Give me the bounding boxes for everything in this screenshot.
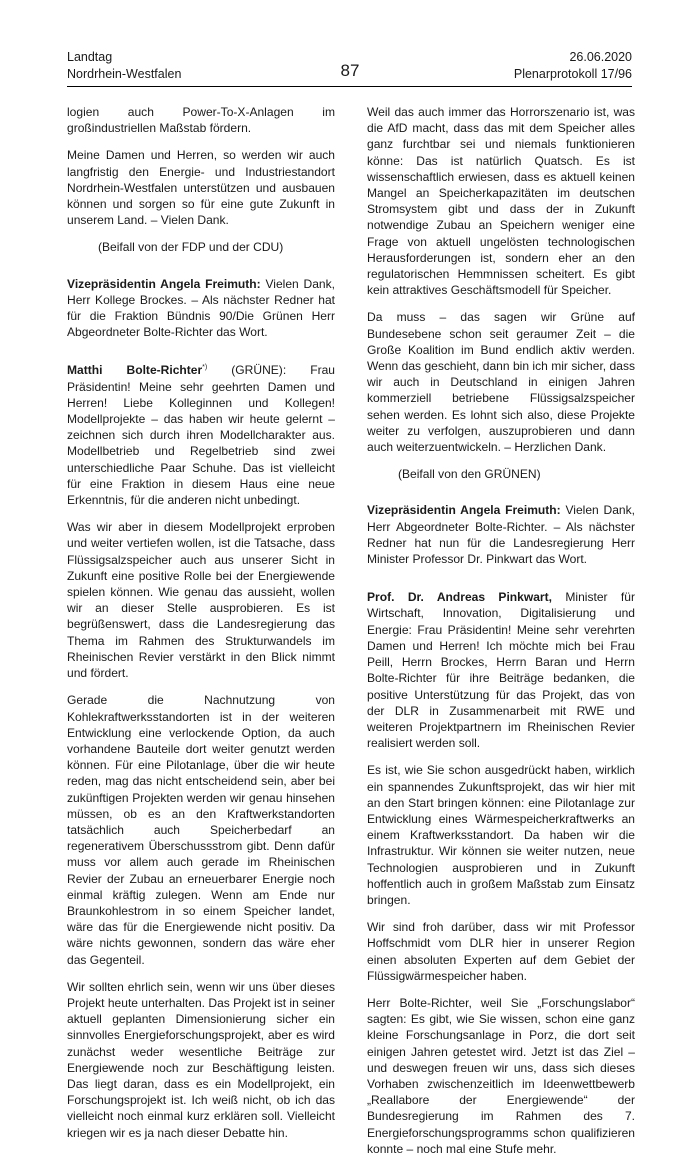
left-column (67, 104, 335, 1152)
speaker-paragraph (367, 589, 635, 751)
header-rule (67, 86, 632, 87)
state-name: Nordrhein-Westfalen (67, 67, 182, 81)
paragraph: logien auch Power-To-X-Anlagen im großindustriellen Maßstab fördern. (67, 105, 335, 136)
speech-text: Vielen Dank, Herr Kollege Brockes. – Als nächster Redner hat für die Fraktion Bündnis 90/Die Grünen Herr Abgeordneter Bolte-Richter das Wort. (67, 276, 335, 340)
paragraph: Was wir aber in diesem Modellprojekt erproben und weiter vertiefen wollen, ist die Tatsache, dass Flüssigsalzspeicher auch aus unserer Sicht in Zukunft eine positive Rolle bei der Energiewende spielen können. Wie genau das aussieht, wollen wir an dieser Stelle ausprobieren. Es ist begrüßenswert, dass die Landesregierung das Thema im Rahmen des Strukturwandels im Rheinischen Revier verstärkt in den Blick nimmt und fördert. (67, 520, 335, 681)
session-date: 26.06.2020 (569, 50, 632, 64)
paragraph: Herr Bolte-Richter, weil Sie „Forschungslabor“ sagten: Es gibt, wie Sie wissen, schon eine ganz kleine Forschungsanlage in Porz, die dort seit einigen Jahren getestet wird. Jetzt ist das Ziel – und deswegen freuen wir uns, dass sich dieses Vorhaben zwischenzeitlich im Ideenwettbewerb „Reallabore der Energiewende“ der Bundesregierung im Rahmen des 7. Energieforschungsprogramms schon qualifizieren konnte – noch mal eine Stufe mehr. (367, 995, 635, 1156)
speaker-name: Vizepräsidentin Angela Freimuth: (367, 503, 561, 518)
paragraph: Wir sind froh darüber, dass wir mit Professor Hoffschmidt vom DLR hier in unserer Region einen absoluten Experten auf dem Gebiet der Flüssigwärmespeicher haben. (367, 920, 635, 983)
speaker-paragraph (367, 502, 635, 567)
page-number: 87 (340, 61, 360, 80)
speech-text: (GRÜNE): Frau Präsidentin! Meine sehr geehrten Damen und Herren! Liebe Kolleginnen und Kollegen! Modellprojekte – das haben wir heute gelernt – zeichnen sich durch ihren Modellcharakter aus. Modellbetrieb und Regelbetrieb sind zwei unterschiedliche Paar Schuhe. Das ist vielleicht für eine Fraktion in diesem Haus eine neue Erkenntnis, für die anderen nicht unbedingt. (67, 363, 336, 508)
header-right (514, 49, 632, 83)
footnote-mark: *) (202, 364, 208, 372)
applause-note: (Beifall von den GRÜNEN) (398, 467, 541, 482)
paragraph: Meine Damen und Herren, so werden wir auch langfristig den Energie- und Industriestandort Nordrhein-Westfalen unterstützen und ausbauen können und sorgen so für eine gute Zukunft in unserem Land. – Vielen Dank. (67, 148, 335, 228)
speaker-name: Prof. Dr. Andreas Pinkwart, (367, 590, 552, 605)
speaker-name: Matthi Bolte-Richter (67, 363, 203, 378)
parliament-name: Landtag (67, 50, 113, 64)
speaker-paragraph (67, 362, 335, 508)
speaker-name: Vizepräsidentin Angela Freimuth: (67, 276, 261, 291)
paragraph: Wir sollten ehrlich sein, wenn wir uns über dieses Projekt heute unterhalten. Das Projekt ist in seiner aktuell geplanten Dimensionierung sicher ein sinnvolles Energieforschungsprojekt, aber es wird zunächst weder wesentliche Beiträge zur Energiewende noch zur Beschäftigung leisten. Das liegt daran, dass es ein Modellprojekt, ein Forschungsprojekt ist. Ich weiß nicht, ob ich das vielleicht noch einmal kurz erklären soll. Vielleicht kriegen wir es ja nach dieser Debatte hin. (67, 979, 335, 1140)
paragraph: Da muss – das sagen wir Grüne auf Bundesebene schon seit geraumer Zeit – die Große Koalition im Bund endlich aktiv werden. Wenn das geschieht, dann bin ich mir sicher, dass wir auch in Deutschland in einigen Jahren kommerziell betriebene Flüssigsalzspeicher sehen werden. Es lohnt sich also, diese Projekte weiter zu verfolgen, auszuprobieren und dann auch weiterzuentwickeln. – Herzlichen Dank. (367, 310, 635, 455)
speaker-paragraph (67, 276, 335, 341)
applause-note: (Beifall von der FDP und der CDU) (98, 240, 284, 255)
paragraph: Gerade die Nachnutzung von Kohlekraftwerksstandorten ist in der weiteren Entwicklung eine verlockende Option, da auch vorhandene Bauteile dort weiter genutzt werden können. Für eine Pilotanlage, über die wir heute reden, mag das nicht entscheidend sein, aber bei zukünftigen Projekten werden wir genau hinsehen müssen, ob es an den Kraftwerkstandorten tatsächlich auch Speicherbedarf an regenerativem Überschussstrom gibt. Denn dafür muss vor allem auch gerade im Rheinischen Revier der Zubau an erneuerbarer Energie noch einmal kräftig zulegen. Wenn am Ende nur Braunkohlestrom in so einem Speicher landet, wäre das für die Energiewende nicht positiv. Da wäre nichts gewonnen, sondern das wäre eher das Gegenteil. (67, 693, 335, 967)
protocol-number: Plenarprotokoll 17/96 (513, 67, 632, 81)
speech-text: Vielen Dank, Herr Abgeordneter Bolte-Richter. – Als nächster Redner hat nun für die Landesregierung Herr Minister Professor Dr. Pinkwart das Wort. (367, 503, 635, 567)
paragraph: Weil das auch immer das Horrorszenario ist, was die AfD macht, dass das mit dem Speicher alles ganz furchtbar sei und niemals funktionieren könne: Das ist natürlich Quatsch. Es ist wissenschaftlich erwiesen, dass es aktuell keinen Mangel an Speicherkapazitäten im deutschen Stromsystem gibt und dass der in Zukunft notwendige Zubau an Speichern weniger eine Frage von aktuell ungelösten technologischen Herausforderungen ist, sondern eher an den regulatorischen Hemmnissen scheitert. Es gibt kein attraktives Geschäftsmodell für Speicher. (367, 105, 635, 298)
right-column (367, 104, 635, 1168)
speech-text: Minister für Wirtschaft, Innovation, Digitalisierung und Energie: Frau Präsidentin! Meine sehr verehrten Damen und Herren! Ich möchte mich bei Frau Peill, Herrn Brockes, Herrn Baran und Herrn Bolte-Richter für ihre Beiträge bedanken, die positive Unterstützung für das Projekt, das von der DLR in Zusammenarbeit mit RWE und weiteren Projektpartnern im Rheinischen Revier realisiert werden soll. (367, 590, 635, 751)
paragraph: Es ist, wie Sie schon ausgedrückt haben, wirklich ein spannendes Zukunftsprojekt, das wir hier mit an den Start bringen können: eine Pilotanlage zur Entwicklung eines Wärmespeicherkraftwerks an einem Kraftwerksstandort. Da haben wir die Infrastruktur. Wir können sie weiter nutzen, neue Technologien ausprobieren und in Zukunft hoffentlich auch in großem Maßstab zum Einsatz bringen. (367, 763, 635, 907)
